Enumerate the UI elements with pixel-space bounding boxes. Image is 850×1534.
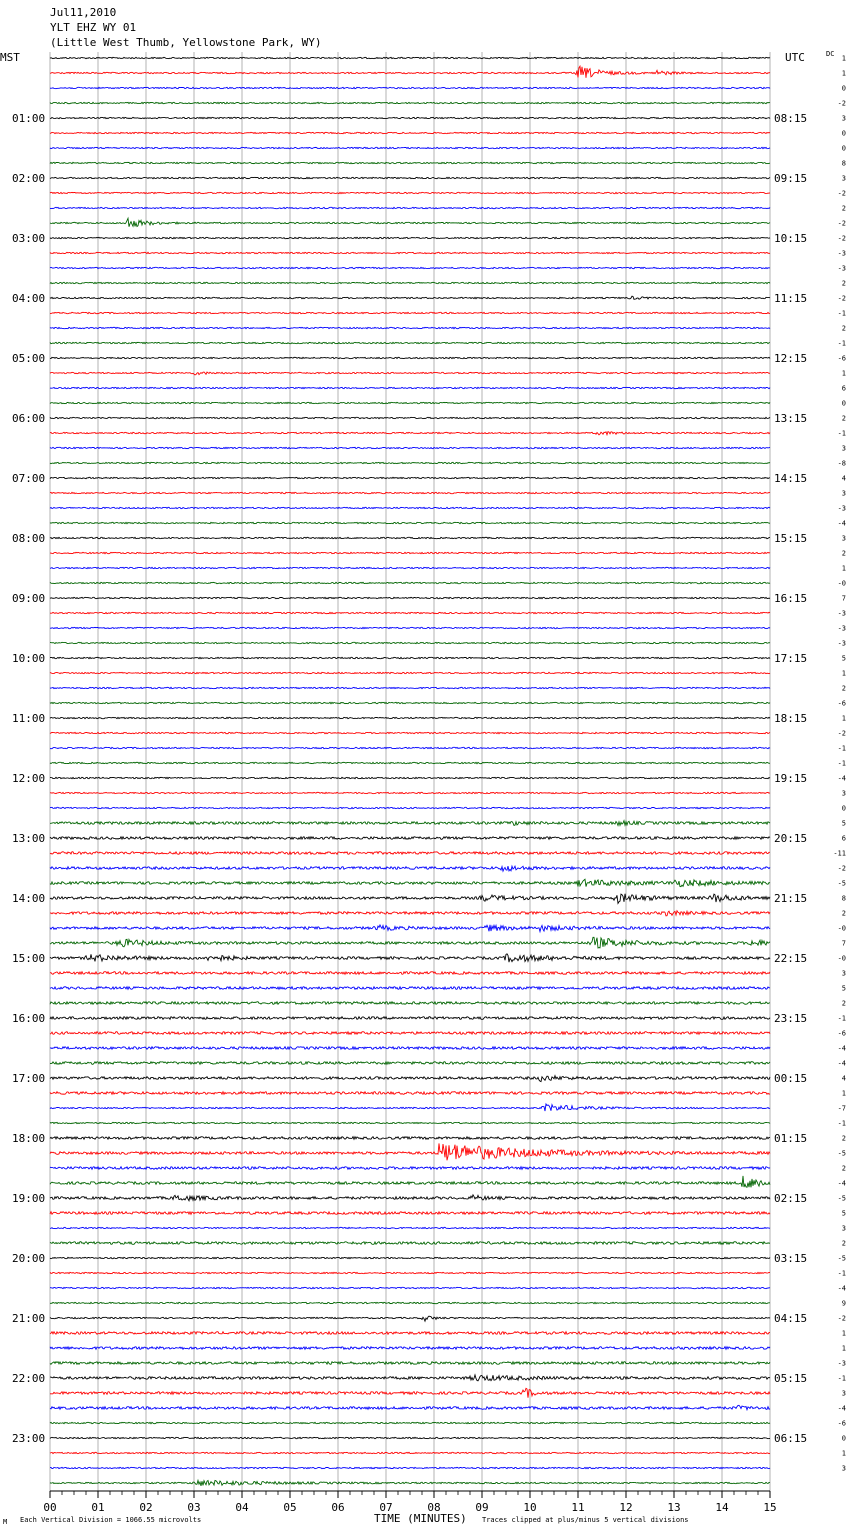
dc-offset-value: -8 <box>837 459 846 468</box>
dc-offset-value: -6 <box>837 354 846 363</box>
utc-hour-label: 00:15 <box>774 1072 808 1085</box>
dc-offset-value: -6 <box>837 699 846 708</box>
utc-hour-label: 23:15 <box>774 1012 808 1025</box>
trace-row-87 <box>50 1362 770 1365</box>
dc-offset-value: -1 <box>837 744 846 753</box>
dc-offset-header: DC <box>826 50 835 58</box>
trace-row-21 <box>50 372 770 375</box>
mst-hour-label: 23:00 <box>12 1432 46 1445</box>
trace-row-75 <box>50 1176 770 1187</box>
dc-offset-value: 7 <box>841 594 846 603</box>
dc-offset-value: 1 <box>841 369 846 378</box>
dc-offset-value: 2 <box>841 999 846 1008</box>
dc-offset-value: 2 <box>841 1239 846 1248</box>
trace-row-23 <box>50 402 770 403</box>
utc-hour-label: 15:15 <box>774 532 808 545</box>
x-axis-title: TIME (MINUTES) <box>374 1512 467 1525</box>
trace-row-27 <box>50 462 770 463</box>
dc-offset-value: -2 <box>837 189 846 198</box>
mst-hour-label: 17:00 <box>12 1072 46 1085</box>
trace-row-7 <box>50 162 770 163</box>
x-tick-label: 01 <box>91 1501 105 1514</box>
utc-hour-label: 19:15 <box>774 772 808 785</box>
utc-hour-label: 06:15 <box>774 1432 808 1445</box>
dc-offset-value: -1 <box>837 759 846 768</box>
mst-hour-label: 19:00 <box>12 1192 46 1205</box>
dc-offset-value: -7 <box>837 1104 846 1113</box>
dc-offset-value: -1 <box>837 429 846 438</box>
dc-offset-value: -4 <box>837 1404 846 1413</box>
trace-row-18 <box>50 327 770 328</box>
dc-offset-value: 3 <box>841 174 846 183</box>
mst-hour-label: 14:00 <box>12 892 46 905</box>
dc-offset-value: -4 <box>837 519 846 528</box>
x-tick-label: 15 <box>763 1501 777 1514</box>
dc-offset-value: -2 <box>837 1314 846 1323</box>
trace-row-33 <box>50 552 770 553</box>
dc-offset-value: -4 <box>837 1044 846 1053</box>
dc-offset-value: 8 <box>841 894 846 903</box>
dc-offset-value: -4 <box>837 1179 846 1188</box>
dc-offset-value: -1 <box>837 1374 846 1383</box>
dc-offset-value: 4 <box>841 1074 846 1083</box>
mst-hour-label: 18:00 <box>12 1132 46 1145</box>
dc-offset-value: -0 <box>837 954 846 963</box>
station-location: (Little West Thumb, Yellowstone Park, WY) <box>50 36 322 49</box>
dc-offset-value: -1 <box>837 1119 846 1128</box>
mst-hour-label: 08:00 <box>12 532 46 545</box>
trace-row-31 <box>50 522 770 523</box>
trace-row-67 <box>50 1062 770 1065</box>
x-tick-label: 06 <box>331 1501 345 1514</box>
dc-offset-value: -1 <box>837 1014 846 1023</box>
dc-offset-value: 3 <box>841 534 846 543</box>
trace-row-9 <box>50 192 770 193</box>
seismic-traces <box>50 57 770 1486</box>
station-code: YLT EHZ WY 01 <box>50 21 137 34</box>
trace-row-11 <box>50 218 770 226</box>
trace-row-1 <box>50 66 770 78</box>
footer-mark: M <box>3 1518 8 1526</box>
trace-row-25 <box>50 432 770 435</box>
mst-hour-label: 21:00 <box>12 1312 46 1325</box>
dc-offset-value: -4 <box>837 1284 846 1293</box>
dc-offset-value: 1 <box>841 54 846 63</box>
dc-offset-value: 5 <box>841 654 846 663</box>
trace-row-42 <box>50 687 770 688</box>
utc-hour-label: 18:15 <box>774 712 808 725</box>
left-timezone-label: MST <box>0 51 20 64</box>
dc-offset-value: 1 <box>841 1344 846 1353</box>
dc-offset-value: 3 <box>841 969 846 978</box>
dc-offset-labels <box>833 55 846 1473</box>
utc-hour-label: 20:15 <box>774 832 808 845</box>
dc-offset-value: 0 <box>841 804 846 813</box>
trace-row-10 <box>50 207 770 208</box>
right-timezone-label: UTC <box>785 51 805 64</box>
trace-row-62 <box>50 987 770 990</box>
trace-row-12 <box>50 237 770 238</box>
utc-hour-label: 04:15 <box>774 1312 808 1325</box>
dc-offset-value: 2 <box>841 549 846 558</box>
dc-offset-value: -2 <box>837 864 846 873</box>
mst-hour-label: 12:00 <box>12 772 46 785</box>
x-tick-label: 04 <box>235 1501 249 1514</box>
dc-offset-value: -1 <box>837 339 846 348</box>
dc-offset-value: 0 <box>841 399 846 408</box>
utc-hour-label: 08:15 <box>774 112 808 125</box>
x-tick-label: 10 <box>523 1501 537 1514</box>
mst-hour-label: 13:00 <box>12 832 46 845</box>
dc-offset-value: -0 <box>837 579 846 588</box>
mst-hour-label: 07:00 <box>12 472 46 485</box>
trace-row-35 <box>50 582 770 583</box>
trace-row-66 <box>50 1047 770 1050</box>
trace-row-53 <box>50 852 770 855</box>
trace-row-0 <box>50 57 770 58</box>
trace-row-74 <box>50 1167 770 1170</box>
dc-offset-value: -3 <box>837 1359 846 1368</box>
trace-row-6 <box>50 147 770 148</box>
trace-row-22 <box>50 387 770 388</box>
dc-offset-value: 2 <box>841 909 846 918</box>
trace-row-16 <box>50 296 770 299</box>
utc-hour-label: 22:15 <box>774 952 808 965</box>
trace-row-32 <box>50 537 770 538</box>
dc-offset-value: 2 <box>841 1134 846 1143</box>
utc-hour-labels <box>774 112 807 1445</box>
trace-row-46 <box>50 747 770 748</box>
x-tick-label: 07 <box>379 1501 393 1514</box>
trace-row-63 <box>50 1002 770 1005</box>
utc-hour-label: 14:15 <box>774 472 808 485</box>
dc-offset-value: 6 <box>841 834 846 843</box>
x-tick-label: 12 <box>619 1501 633 1514</box>
dc-offset-value: 3 <box>841 1464 846 1473</box>
dc-offset-value: 9 <box>841 1299 846 1308</box>
mst-hour-label: 09:00 <box>12 592 46 605</box>
mst-hour-label: 04:00 <box>12 292 46 305</box>
dc-offset-value: 2 <box>841 204 846 213</box>
dc-offset-value: -3 <box>837 249 846 258</box>
dc-offset-value: 5 <box>841 984 846 993</box>
x-tick-label: 08 <box>427 1501 441 1514</box>
trace-row-77 <box>50 1212 770 1215</box>
trace-row-3 <box>50 102 770 103</box>
record-date: Jul11,2010 <box>50 6 117 19</box>
mst-hour-label: 05:00 <box>12 352 46 365</box>
mst-hour-label: 10:00 <box>12 652 46 665</box>
trace-row-89 <box>50 1388 770 1397</box>
trace-row-58 <box>50 925 770 932</box>
mst-hour-label: 02:00 <box>12 172 46 185</box>
trace-row-8 <box>50 177 770 178</box>
dc-offset-value: -6 <box>837 1029 846 1038</box>
mst-hour-label: 01:00 <box>12 112 46 125</box>
trace-row-64 <box>50 1017 770 1020</box>
dc-offset-value: -2 <box>837 99 846 108</box>
trace-row-20 <box>50 357 770 358</box>
dc-offset-value: -6 <box>837 1419 846 1428</box>
dc-offset-value: -4 <box>837 774 846 783</box>
dc-offset-value: 2 <box>841 324 846 333</box>
utc-hour-label: 12:15 <box>774 352 808 365</box>
trace-row-2 <box>50 87 770 88</box>
dc-offset-value: -2 <box>837 234 846 243</box>
dc-offset-value: 0 <box>841 129 846 138</box>
trace-row-90 <box>50 1405 770 1409</box>
trace-row-52 <box>50 837 770 840</box>
dc-offset-value: -3 <box>837 624 846 633</box>
mst-hour-label: 15:00 <box>12 952 46 965</box>
utc-hour-label: 09:15 <box>774 172 808 185</box>
mst-hour-label: 22:00 <box>12 1372 46 1385</box>
trace-row-56 <box>50 894 770 904</box>
mst-hour-labels <box>12 112 45 1445</box>
trace-row-34 <box>50 567 770 568</box>
trace-row-55 <box>50 879 770 886</box>
x-tick-label: 13 <box>667 1501 681 1514</box>
trace-row-29 <box>50 492 770 493</box>
trace-row-39 <box>50 642 770 643</box>
trace-row-19 <box>50 342 770 343</box>
dc-offset-value: 2 <box>841 684 846 693</box>
trace-row-88 <box>50 1375 770 1381</box>
dc-offset-value: 0 <box>841 144 846 153</box>
trace-row-50 <box>50 807 770 808</box>
dc-offset-value: 3 <box>841 114 846 123</box>
dc-offset-value: -2 <box>837 729 846 738</box>
trace-row-26 <box>50 447 770 448</box>
utc-hour-label: 21:15 <box>774 892 808 905</box>
trace-row-5 <box>50 132 770 133</box>
trace-row-83 <box>50 1302 770 1303</box>
dc-offset-value: 1 <box>841 69 846 78</box>
trace-row-37 <box>50 612 770 613</box>
clip-note: Traces clipped at plus/minus 5 vertical divisions <box>482 1516 689 1524</box>
x-tick-label: 14 <box>715 1501 729 1514</box>
trace-row-82 <box>50 1287 770 1288</box>
dc-offset-value: -5 <box>837 1194 846 1203</box>
trace-row-65 <box>50 1032 770 1035</box>
x-tick-label: 11 <box>571 1501 585 1514</box>
utc-hour-label: 11:15 <box>774 292 808 305</box>
dc-offset-value: -3 <box>837 264 846 273</box>
utc-hour-label: 02:15 <box>774 1192 808 1205</box>
x-tick-label: 09 <box>475 1501 489 1514</box>
utc-hour-label: 01:15 <box>774 1132 808 1145</box>
dc-offset-value: 1 <box>841 564 846 573</box>
trace-row-93 <box>50 1452 770 1453</box>
dc-offset-value: 5 <box>841 1209 846 1218</box>
trace-row-80 <box>50 1257 770 1258</box>
trace-row-36 <box>50 597 770 598</box>
trace-row-73 <box>50 1143 770 1160</box>
dc-offset-value: -1 <box>837 1269 846 1278</box>
trace-row-61 <box>50 972 770 975</box>
mst-hour-label: 11:00 <box>12 712 46 725</box>
trace-row-68 <box>50 1076 770 1082</box>
trace-row-84 <box>50 1316 770 1321</box>
trace-row-78 <box>50 1227 770 1228</box>
x-tick-label: 00 <box>43 1501 57 1514</box>
trace-row-47 <box>50 762 770 763</box>
utc-hour-label: 10:15 <box>774 232 808 245</box>
dc-offset-value: 3 <box>841 444 846 453</box>
dc-offset-value: 1 <box>841 1449 846 1458</box>
trace-row-91 <box>50 1422 770 1423</box>
dc-offset-value: -1 <box>837 309 846 318</box>
dc-offset-value: 5 <box>841 819 846 828</box>
trace-row-45 <box>50 732 770 733</box>
dc-offset-value: 1 <box>841 669 846 678</box>
trace-row-76 <box>50 1195 770 1201</box>
trace-row-70 <box>50 1104 770 1111</box>
x-tick-label: 02 <box>139 1501 153 1514</box>
dc-offset-value: 0 <box>841 84 846 93</box>
trace-row-81 <box>50 1272 770 1273</box>
trace-row-24 <box>50 417 770 418</box>
dc-offset-value: -11 <box>833 849 846 858</box>
dc-offset-value: 1 <box>841 1089 846 1098</box>
dc-offset-value: 4 <box>841 474 846 483</box>
trace-row-86 <box>50 1347 770 1350</box>
trace-row-30 <box>50 507 770 508</box>
dc-offset-value: 2 <box>841 279 846 288</box>
dc-offset-value: -4 <box>837 1059 846 1068</box>
trace-row-69 <box>50 1092 770 1095</box>
trace-row-38 <box>50 627 770 628</box>
dc-offset-value: -2 <box>837 294 846 303</box>
dc-offset-value: -2 <box>837 219 846 228</box>
dc-offset-value: 7 <box>841 939 846 948</box>
dc-offset-value: -3 <box>837 609 846 618</box>
dc-offset-value: -5 <box>837 1149 846 1158</box>
utc-hour-label: 17:15 <box>774 652 808 665</box>
trace-row-60 <box>50 954 770 962</box>
trace-row-44 <box>50 717 770 718</box>
utc-hour-label: 16:15 <box>774 592 808 605</box>
trace-row-54 <box>50 866 770 871</box>
trace-row-40 <box>50 657 770 658</box>
dc-offset-value: 1 <box>841 714 846 723</box>
dc-offset-value: -3 <box>837 639 846 648</box>
dc-offset-value: 6 <box>841 384 846 393</box>
trace-row-28 <box>50 477 770 478</box>
trace-row-57 <box>50 911 770 916</box>
dc-offset-value: 3 <box>841 1224 846 1233</box>
dc-offset-value: 0 <box>841 1434 846 1443</box>
trace-row-17 <box>50 312 770 313</box>
dc-offset-value: -3 <box>837 504 846 513</box>
trace-row-49 <box>50 792 770 793</box>
dc-offset-value: 1 <box>841 1329 846 1338</box>
trace-row-14 <box>50 267 770 268</box>
mst-hour-label: 03:00 <box>12 232 46 245</box>
trace-row-13 <box>50 252 770 253</box>
trace-row-41 <box>50 672 770 673</box>
dc-offset-value: -5 <box>837 879 846 888</box>
dc-offset-value: 2 <box>841 414 846 423</box>
utc-hour-label: 05:15 <box>774 1372 808 1385</box>
trace-row-4 <box>50 117 770 118</box>
dc-offset-value: 2 <box>841 1164 846 1173</box>
trace-row-92 <box>50 1437 770 1438</box>
dc-offset-value: 8 <box>841 159 846 168</box>
dc-offset-value: -0 <box>837 924 846 933</box>
trace-row-94 <box>50 1467 770 1468</box>
trace-row-48 <box>50 777 770 778</box>
mst-hour-label: 20:00 <box>12 1252 46 1265</box>
x-tick-label: 05 <box>283 1501 297 1514</box>
dc-offset-value: 3 <box>841 489 846 498</box>
trace-row-43 <box>50 702 770 703</box>
dc-offset-value: 3 <box>841 789 846 798</box>
mst-hour-label: 06:00 <box>12 412 46 425</box>
trace-row-15 <box>50 282 770 283</box>
trace-row-85 <box>50 1332 770 1335</box>
trace-row-71 <box>50 1122 770 1123</box>
trace-row-72 <box>50 1137 770 1140</box>
x-axis <box>43 1491 776 1514</box>
dc-offset-value: -5 <box>837 1254 846 1263</box>
x-tick-label: 03 <box>187 1501 201 1514</box>
trace-row-79 <box>50 1242 770 1245</box>
mst-hour-label: 16:00 <box>12 1012 46 1025</box>
trace-row-95 <box>50 1480 770 1485</box>
trace-row-59 <box>50 937 770 948</box>
trace-row-51 <box>50 821 770 826</box>
vertical-scale-note: Each Vertical Division = 1066.55 microvolts <box>20 1516 202 1524</box>
utc-hour-label: 13:15 <box>774 412 808 425</box>
utc-hour-label: 03:15 <box>774 1252 808 1265</box>
dc-offset-value: 3 <box>841 1389 846 1398</box>
